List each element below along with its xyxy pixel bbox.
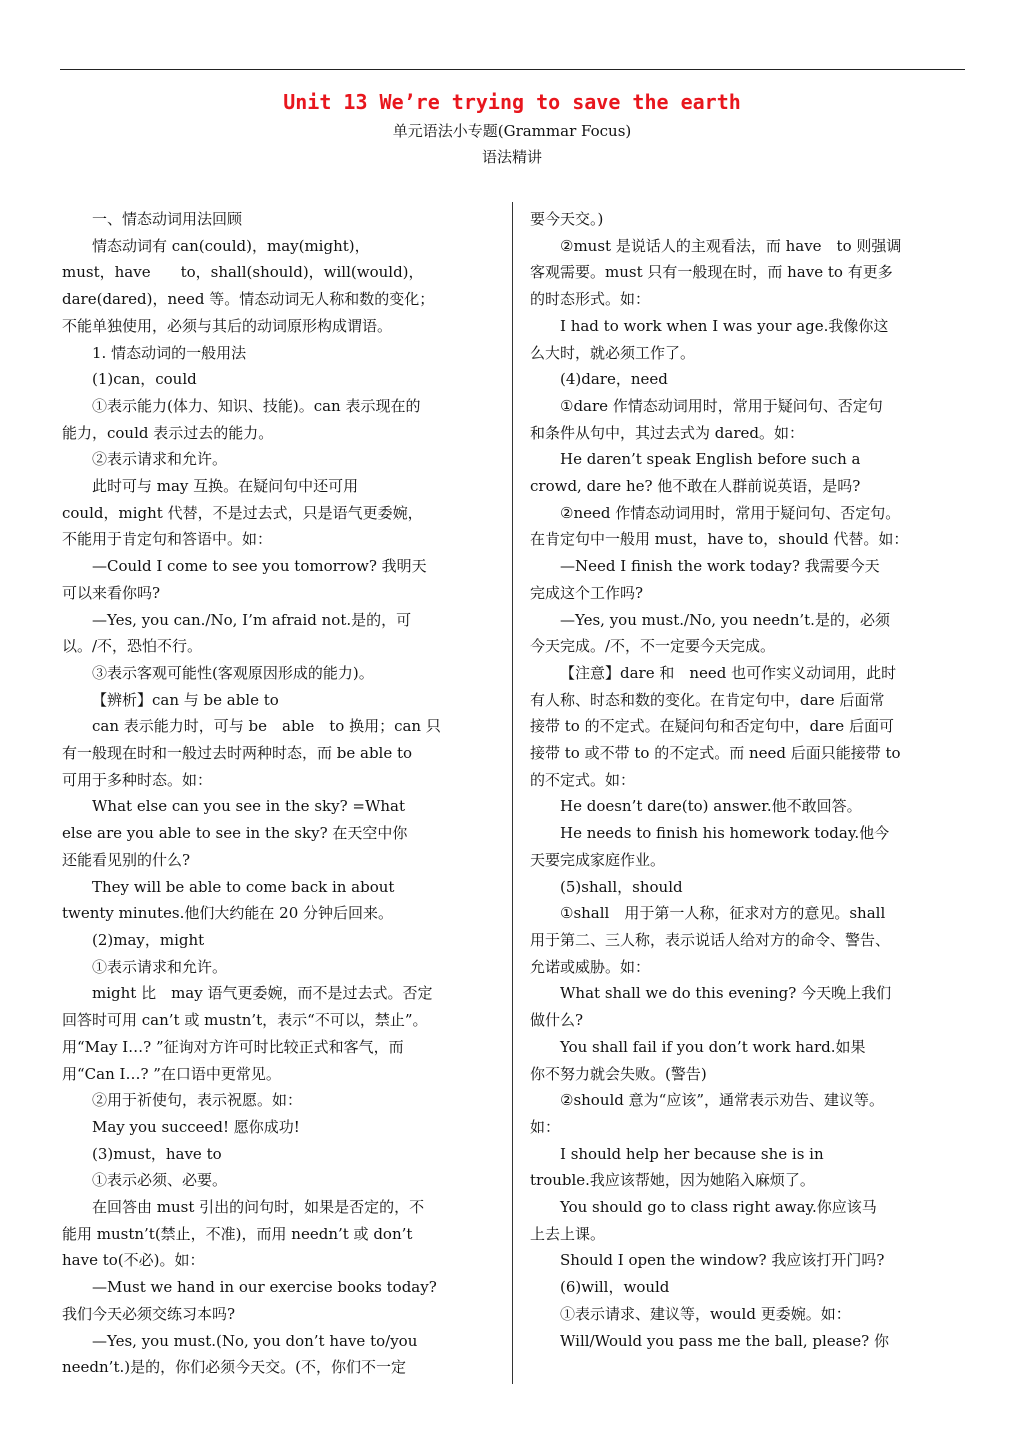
paragraph: What else can you see in the sky? =What else are you able to see in the sky? 在天空中你 还能看见别的什么? [62,797,408,869]
paragraph: You should go to class right away.你应该马 上去上课。 [530,1198,877,1243]
paragraph: You shall fail if you don’t work hard.如果 你不努力就会失败。(警告) [530,1037,866,1083]
paragraph: —Yes, you must./No, you needn’t.是的，必须 今天完成。/不，不一定要今天完成。 [530,610,890,656]
paragraph: (1)can，could [92,370,197,389]
paragraph: 1. 情态动词的一般用法 [92,343,247,362]
paragraph: —Need I finish the work today? 我需要今天 完成这个工作吗? [530,557,880,602]
section-heading: 语法精讲 [481,148,542,166]
page-subtitle: 单元语法小专题(Grammar Focus) [392,122,632,140]
paragraph: 一、情态动词用法回顾 [92,210,243,228]
paragraph: I had to work when I was your age.我像你这 么大时，就必须工作了。 [530,316,889,362]
paragraph: ①dare 作情态动词用时，常用于疑问句、否定句 和条件从句中，其过去式为 dared。如： [530,396,883,442]
paragraph: 此时可与 may 互换。在疑问句中还可用 could，might 代替，不是过去式，只是语气更委婉， 不能用于肯定句和答语中。如： [62,477,423,549]
paragraph: ①shall 用于第一人称，征求对方的意见。shall 用于第二、三人称，表示说话人给对方的命令、警告、 允诺或威胁。如： [530,904,891,976]
paragraph: —Yes, you must.(No, you don’t have to/you needn’t.)是的，你们必须今天交。(不，你们不一定 [62,1331,418,1377]
paragraph: might 比 may 语气更委婉，而不是过去式。否定 回答时可用 can’t 或 mustn’t，表示“不可以，禁止”。 用“May I…? ”征询对方许可时比较正式和客气，而 用“Can I…? ”在口语中更常见。 [62,984,433,1083]
paragraph: He daren’t speak English before such a crowd, dare he? 他不敢在人群前说英语，是吗? [530,450,861,496]
paragraph: 情态动词有 can(could)，may(might)， must，have to，shall(should)，will(would)， dare(dared)，need 等。情态动词无人称和数的变化； 不能单独使用，必须与其后的动词原形构成谓语。 [62,236,435,335]
paragraph: 【辨析】can 与 be able to [92,690,279,709]
paragraph: (5)shall，should [560,877,683,896]
right-column [530,206,962,1354]
paragraph: (4)dare，need [560,370,668,389]
paragraph: ①表示请求和允许。 [92,957,228,976]
paragraph: —Must we hand in our exercise books today? 我们今天必须交练习本吗? [62,1278,437,1323]
paragraph: ②should 意为“应该”，通常表示劝告、建议等。 如： [530,1091,885,1136]
paragraph: (6)will，would [560,1278,670,1297]
paragraph: Will/Would you pass me the ball, please? 你 [560,1331,889,1350]
paragraph: ②用于祈使句，表示祝愿。如： [92,1091,303,1110]
paragraph: ①表示请求、建议等，would 更委婉。如： [560,1304,851,1323]
paragraph: ②表示请求和允许。 [92,450,228,469]
paragraph: 在回答由 must 引出的问句时，如果是否定的，不 能用 mustn’t(禁止，不准)，而用 needn’t 或 don’t have to(不必)。如： [62,1198,425,1270]
paragraph: (3)must，have to [92,1144,222,1163]
paragraph: 要今天交。) [530,210,604,228]
paragraph: ①表示必须、必要。 [92,1171,228,1190]
paragraph: They will be able to come back in about twenty minutes.他们大约能在 20 分钟后回来。 [62,877,395,923]
paragraph: (2)may，might [92,930,205,949]
paragraph: I should help her because she is in trouble.我应该帮她，因为她陷入麻烦了。 [530,1144,824,1190]
paragraph: What shall we do this evening? 今天晚上我们 做什么? [530,984,892,1030]
paragraph: May you succeed! 愿你成功! [92,1117,300,1136]
top-rule [60,69,965,70]
paragraph: can 表示能力时，可与 be able to 换用；can 只 有一般现在时和一般过去时两种时态，而 be able to 可用于多种时态。如： [62,717,441,789]
document-header [0,86,1024,170]
paragraph: He needs to finish his homework today.他今 天要完成家庭作业。 [530,824,890,869]
paragraph: —Could I come to see you tomorrow? 我明天 可以来看你吗? [62,557,427,602]
column-divider [512,202,513,1384]
paragraph: He doesn’t dare(to) answer.他不敢回答。 [560,797,862,816]
left-column [62,206,494,1381]
page-title: Unit 13 We’re trying to save the earth [283,90,741,114]
paragraph: ③表示客观可能性(客观原因形成的能力)。 [92,663,374,682]
paragraph: Should I open the window? 我应该打开门吗? [560,1251,885,1270]
paragraph: ①表示能力(体力、知识、技能)。can 表示现在的 能力，could 表示过去的能力。 [62,396,421,442]
paragraph: ②must 是说话人的主观看法，而 have to 则强调 客观需要。must 只有一般现在时，而 have to 有更多 的时态形式。如： [530,236,902,309]
paragraph: ②need 作情态动词用时，常用于疑问句、否定句。 在肯定句中一般用 must，have to，should 代替。如： [530,503,909,549]
paragraph: 【注意】dare 和 need 也可作实义动词用，此时 有人称、时态和数的变化。在肯定句中，dare 后面常 接带 to 的不定式。在疑问句和否定句中，dare 后面可 接带 to 或不带 to 的不定式。而 need 后面只能接带 to 的不定式。如： [530,663,901,789]
paragraph: —Yes, you can./No, I’m afraid not.是的，可 以。/不，恐怕不行。 [62,610,412,656]
